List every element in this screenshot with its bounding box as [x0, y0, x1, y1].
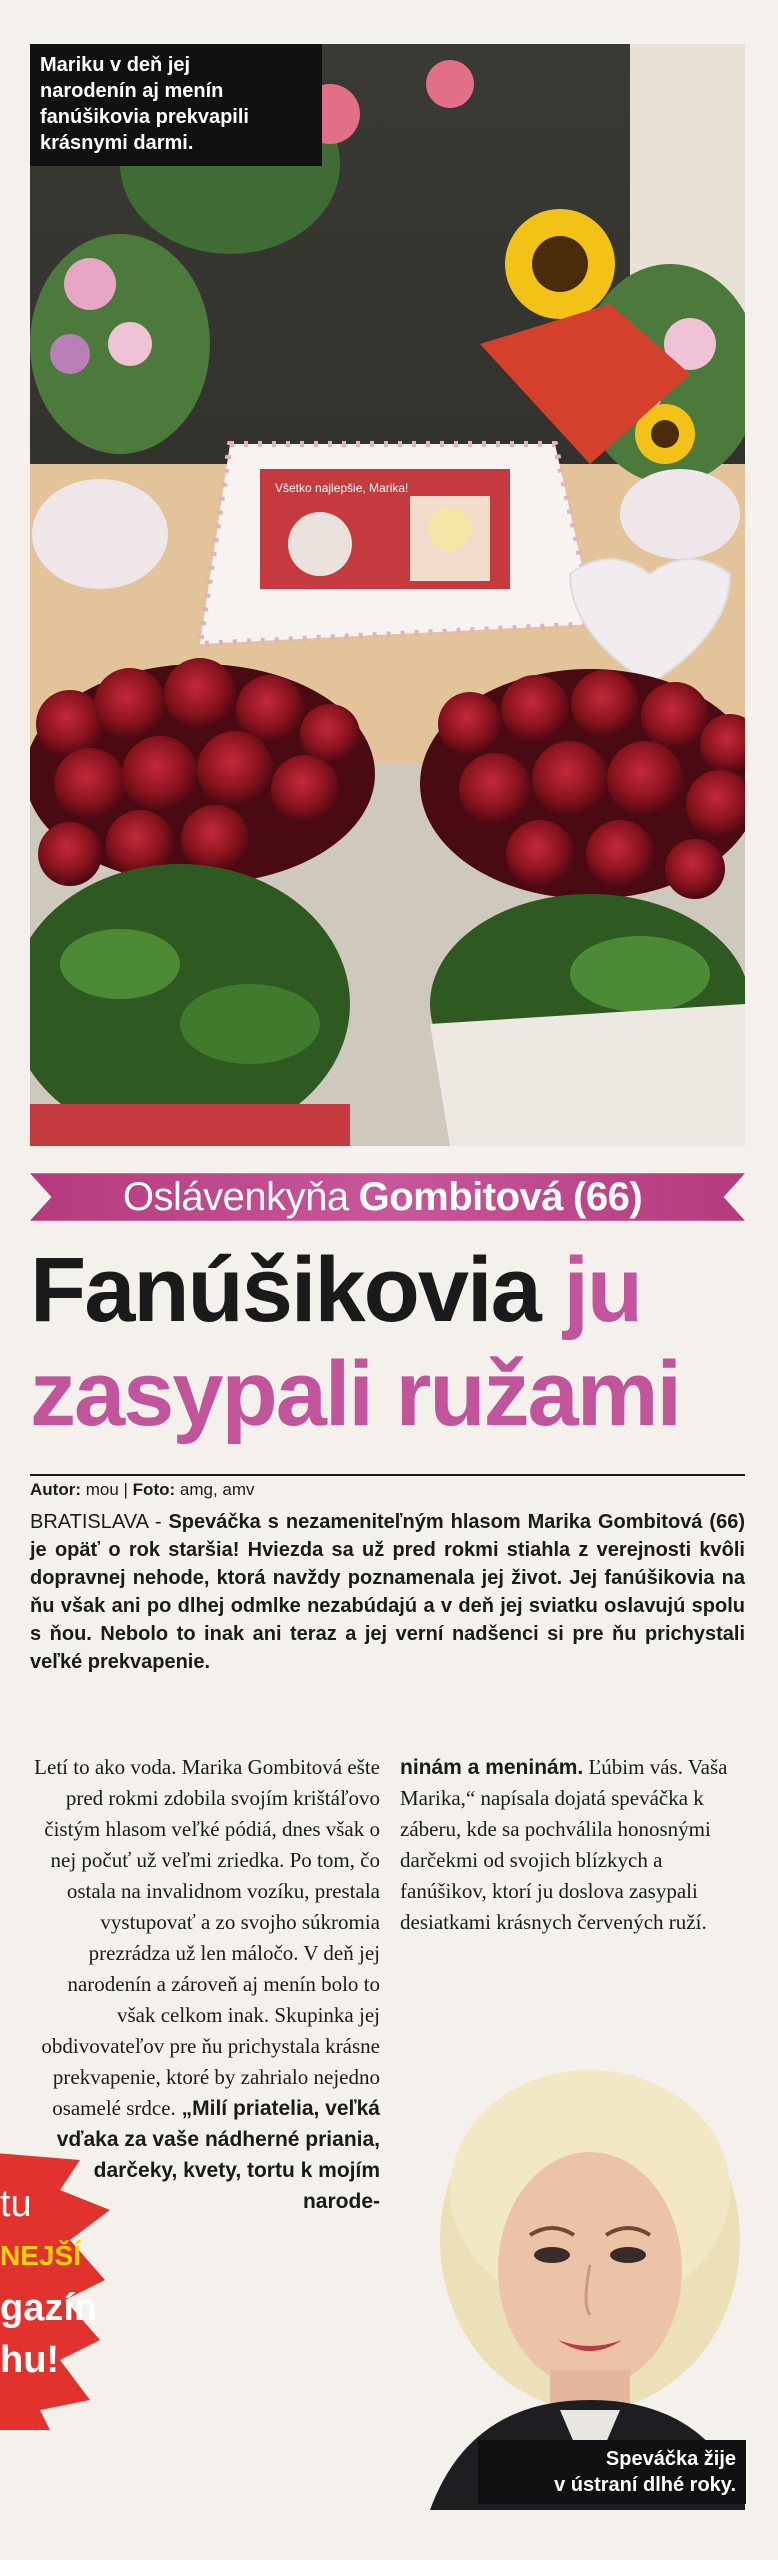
photo-caption-line: Mariku v deň jej: [40, 54, 191, 76]
ribbon-name: Gombitová: [358, 1174, 563, 1219]
lead-paragraph: [30, 1508, 745, 1676]
portrait-caption: [478, 2440, 746, 2504]
body-text-2: Ľúbim vás. Vaša Marika,“ napísala dojatá speváčka k záberu, kde sa pochválila honosnými darčekmi od svojich blízkych a fanúšikov, ktorí ju doslova zasypali desiatkami krásnych červených ruží.: [400, 1755, 728, 1934]
promo-line: gazín: [0, 2287, 98, 2329]
author-label: Autor:: [30, 1480, 81, 1499]
byline: Autor: mou | Foto: amg, amv: [30, 1474, 745, 1500]
body-quote-1: „Milí priatelia, veľká vďaka za vaše nádherné priania, darčeky, kvety, tortu k mojím narode-: [56, 2097, 380, 2213]
gifts-photo: [30, 44, 745, 1146]
headline-part-1: Fanúšikovia: [30, 1239, 564, 1341]
cake-text: Všetko najlepšie, Marika!: [275, 481, 409, 495]
portrait-caption-line: v ústraní dlhé roky.: [554, 2474, 736, 2496]
photo-caption-line: narodenín aj menín: [40, 80, 224, 102]
author-name: mou: [85, 1480, 119, 1499]
ribbon-light: Oslávenkyňa: [122, 1174, 349, 1219]
ribbon-text: [30, 1164, 745, 1230]
photo-caption-line: krásnymi darmi.: [40, 132, 194, 154]
dateline: BRATISLAVA -: [30, 1511, 169, 1533]
promo-line: NEJŠÍ: [0, 2240, 81, 2271]
body-column-2: [400, 1752, 745, 1938]
promo-text: [0, 2178, 100, 2386]
photo-credit: amg, amv: [179, 1480, 255, 1499]
body-quote-2: ninám a meninám.: [400, 1756, 584, 1779]
headline-line-1: [30, 1238, 750, 1342]
photo-caption-line: fanúšikovia prekvapili: [40, 106, 249, 128]
body-column-1: [30, 1752, 380, 2217]
headline-part-2: ju: [563, 1239, 642, 1341]
gifts-photo-illustration: [30, 44, 745, 1146]
kicker-ribbon: [30, 1164, 745, 1230]
body-text-1: Letí to ako voda. Marika Gombitová ešte pred rokmi zdobila svojím krištáľovo čistým hlasom veľké pódiá, dnes však o nej počuť už veľmi zriedka. Po tom, čo ostala na invalidnom vozíku, prestala vystupovať a zo svojho súkromia prezrádza už len máločo. V deň jej narodenín a zároveň aj menín bolo to však celkom inak. Skupinka jej obdivovateľov pre ňu prichystala krásne prekvapenie, ktoré by zahrialo nejedno osamelé srdce.: [34, 1755, 380, 2120]
lead-text: Speváčka s nezameniteľným hlasom Marika Gombitová (66) je opäť o rok staršia! Hviezda sa už pred rokmi stiahla z verejnosti kvôli dopravnej nehode, ktorá navždy poznamenala jej život. Jej fanúšikovia na ňu však ani po dlhej odmlke nezabúdajú a v deň jej sviatku oslavujú spolu s ňou. Nebolo to inak ani teraz a jej verní nadšenci si pre ňu prichystali veľké prekvapenie.: [30, 1511, 745, 1673]
promo-line: tu: [0, 2183, 32, 2225]
photo-caption: [30, 44, 322, 166]
headline-line-2: zasypali ružami: [30, 1343, 681, 1445]
promo-line: hu!: [0, 2339, 60, 2381]
headline: [30, 1238, 750, 1446]
birthday-cake: [200, 444, 595, 644]
portrait-caption-line: Speváčka žije: [605, 2448, 736, 2470]
ribbon-age: (66): [573, 1174, 643, 1219]
photo-label: Foto:: [132, 1480, 176, 1499]
